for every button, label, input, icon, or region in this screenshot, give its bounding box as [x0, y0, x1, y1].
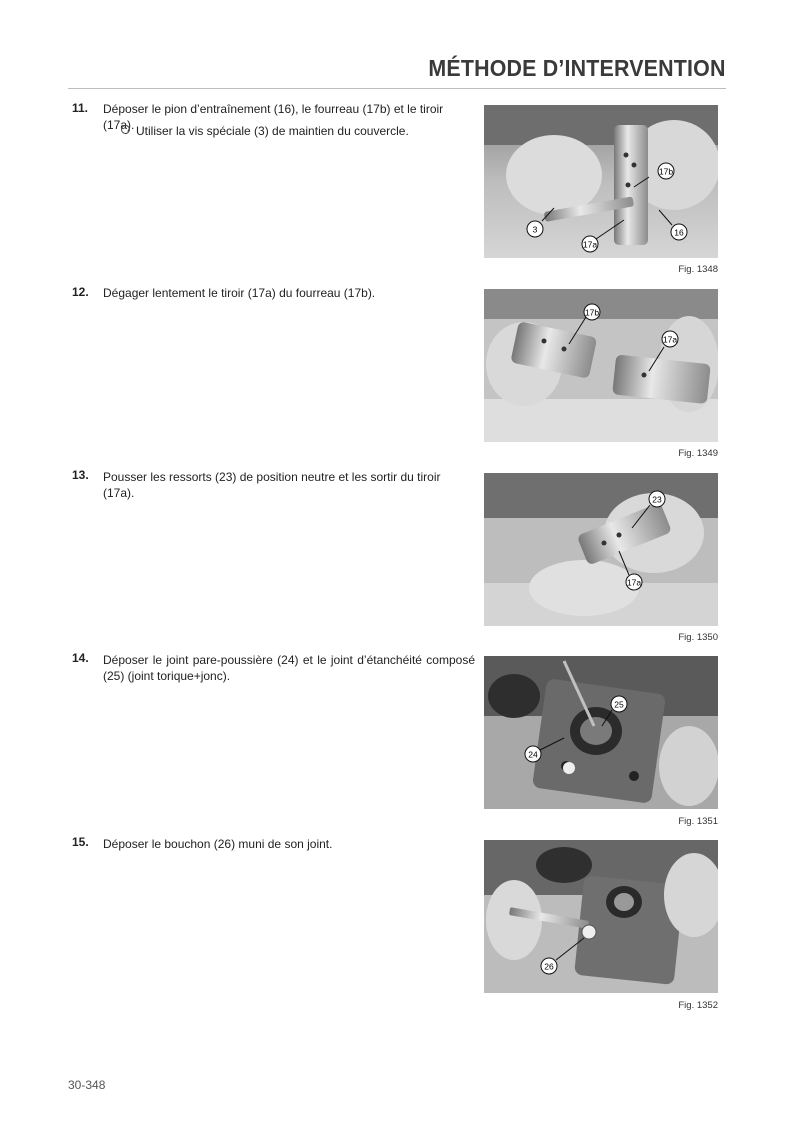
bullet-icon — [121, 125, 130, 134]
svg-text:17b: 17b — [658, 166, 674, 177]
step-text: Pousser les ressorts (23) de position neutre et les sortir du tiroir (17a). — [103, 470, 441, 500]
figure-caption: Fig. 1348 — [678, 264, 718, 275]
svg-text:24: 24 — [528, 749, 538, 760]
svg-text:16: 16 — [674, 227, 684, 238]
step-number: 13. — [72, 468, 89, 482]
step-number: 11. — [72, 101, 89, 115]
figure-photo — [484, 840, 718, 993]
figure-photo — [484, 105, 718, 258]
svg-text:3: 3 — [532, 224, 538, 235]
substep-text: Utiliser la vis spéciale (3) de maintien du couvercle. — [136, 124, 409, 138]
page-number: 30-348 — [68, 1078, 106, 1092]
svg-text:17a: 17a — [626, 577, 642, 588]
figure-photo — [484, 289, 718, 442]
figure-caption: Fig. 1349 — [678, 448, 718, 459]
step-substep — [121, 124, 409, 138]
figure-caption: Fig. 1350 — [678, 632, 718, 643]
step-number: 15. — [72, 835, 89, 849]
svg-text:25: 25 — [614, 699, 624, 710]
step-number: 12. — [72, 285, 89, 299]
step-number: 14. — [72, 651, 89, 665]
svg-text:23: 23 — [652, 494, 662, 505]
figure-caption: Fig. 1352 — [678, 1000, 718, 1011]
svg-text:17b: 17b — [584, 307, 600, 318]
step-text: Déposer le bouchon (26) muni de son joint. — [103, 837, 333, 851]
header-divider — [68, 88, 726, 89]
page-title: MÉTHODE D’INTERVENTION — [428, 55, 726, 81]
svg-text:17a: 17a — [662, 334, 678, 345]
step-text: Déposer le pion d’entraînement (16), le fourreau (17b) et le tiroir (17a). — [103, 102, 444, 132]
figure-photo — [484, 656, 718, 809]
step-text: Déposer le joint pare-poussière (24) et le joint d’étanchéité composé (25) (joint torique+jonc). — [103, 653, 475, 683]
svg-text:17a: 17a — [582, 239, 598, 250]
svg-text:26: 26 — [544, 961, 554, 972]
figure-caption: Fig. 1351 — [678, 816, 718, 827]
figure-photo — [484, 473, 718, 626]
step-text: Dégager lentement le tiroir (17a) du fourreau (17b). — [103, 286, 376, 300]
